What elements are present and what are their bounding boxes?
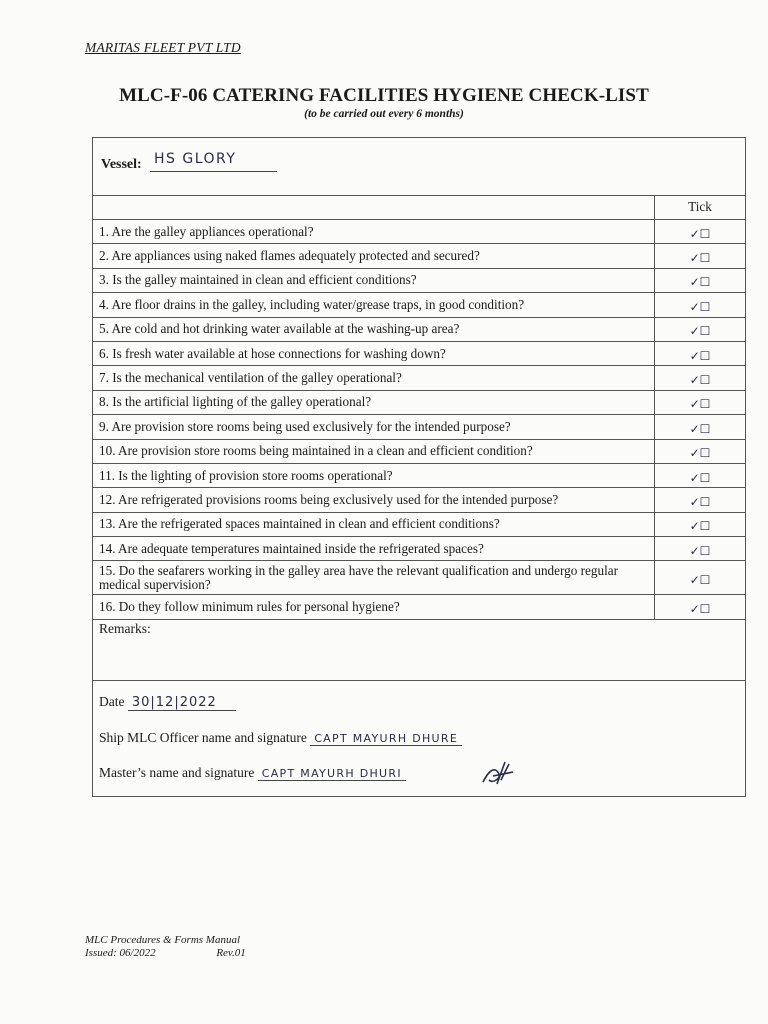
tick-cell[interactable]: [655, 244, 746, 268]
checklist-question: 6. Is fresh water available at hose connections for washing down?: [93, 341, 655, 365]
checkmark-icon: ✓☐: [689, 251, 711, 266]
footer-manual: MLC Procedures & Forms Manual: [85, 934, 241, 946]
checklist-row: [93, 366, 745, 390]
checklist-question: 11. Is the lighting of provision store rooms operational?: [93, 463, 655, 487]
checklist-question: 7. Is the mechanical ventilation of the galley operational?: [93, 366, 655, 390]
officer-label: Ship MLC Officer name and signature: [99, 730, 307, 745]
checkmark-icon: ✓☐: [689, 421, 711, 436]
checklist-question: 12. Are refrigerated provisions rooms being exclusively used for the intended purpose?: [93, 488, 655, 512]
footer: [85, 934, 246, 960]
checklist-row: [93, 268, 745, 292]
date-line: [99, 694, 236, 711]
checkmark-icon: ✓☐: [689, 519, 711, 534]
checklist-row: [93, 595, 745, 619]
checklist-form: [92, 137, 746, 797]
tick-cell[interactable]: [655, 415, 746, 439]
checklist-row: [93, 463, 745, 487]
checklist-row: [93, 317, 745, 341]
checklist-question: 2. Are appliances using naked flames adequately protected and secured?: [93, 244, 655, 268]
vessel-label: Vessel:: [101, 157, 142, 172]
master-name-field[interactable]: CAPT MAYURH DHURI: [258, 767, 406, 781]
checklist-row: [93, 537, 745, 561]
master-signature-icon: [479, 760, 519, 788]
tick-cell[interactable]: [655, 537, 746, 561]
footer-issued: Issued: 06/2022: [85, 947, 156, 959]
tick-cell[interactable]: [655, 488, 746, 512]
checklist-question: 10. Are provision store rooms being maintained in a clean and efficient condition?: [93, 439, 655, 463]
form-title: MLC-F-06 CATERING FACILITIES HYGIENE CHECK-LIST: [119, 85, 649, 106]
remarks-row: [93, 618, 745, 681]
tick-cell[interactable]: [655, 341, 746, 365]
checklist-row: [93, 512, 745, 536]
tick-cell[interactable]: [655, 268, 746, 292]
tick-cell[interactable]: [655, 293, 746, 317]
checkmark-icon: ✓☐: [689, 494, 711, 509]
checklist-row: [93, 561, 745, 595]
checklist-question: 3. Is the galley maintained in clean and efficient conditions?: [93, 268, 655, 292]
checklist-row: [93, 415, 745, 439]
tick-cell[interactable]: [655, 463, 746, 487]
tick-cell[interactable]: [655, 512, 746, 536]
officer-name-field[interactable]: CAPT MAYURH DHURE: [310, 732, 462, 746]
remarks-label: Remarks:: [99, 621, 151, 636]
checklist-header-row: [93, 195, 745, 220]
master-label: Master’s name and signature: [99, 765, 255, 780]
tick-cell[interactable]: [655, 439, 746, 463]
checkmark-icon: ✓☐: [689, 299, 711, 314]
checkmark-icon: ✓☐: [689, 275, 711, 290]
checkmark-icon: ✓☐: [689, 602, 711, 617]
checkmark-icon: ✓☐: [689, 446, 711, 461]
checklist-row: [93, 220, 745, 244]
footer-revision: Rev.01: [216, 947, 246, 959]
vessel-row: [93, 138, 745, 196]
checklist-question: 15. Do the seafarers working in the galley area have the relevant qualification and undergo regular medical supervision?: [93, 561, 655, 595]
tick-cell[interactable]: [655, 317, 746, 341]
tick-cell[interactable]: [655, 595, 746, 619]
checkmark-icon: ✓☐: [689, 348, 711, 363]
tick-cell[interactable]: [655, 220, 746, 244]
date-field[interactable]: 30|12|2022: [128, 695, 236, 711]
checklist-row: [93, 244, 745, 268]
checkmark-icon: ✓☐: [689, 226, 711, 241]
form-subtitle: (to be carried out every 6 months): [304, 108, 464, 120]
tick-column-header: Tick: [655, 195, 746, 220]
checkmark-icon: ✓☐: [689, 470, 711, 485]
checklist-question: 1. Are the galley appliances operational?: [93, 220, 655, 244]
checkmark-icon: ✓☐: [689, 397, 711, 412]
date-label: Date: [99, 694, 125, 709]
tick-cell[interactable]: [655, 366, 746, 390]
checklist-row: [93, 390, 745, 414]
checklist-row: [93, 341, 745, 365]
tick-cell[interactable]: [655, 561, 746, 595]
checklist-row: [93, 293, 745, 317]
checklist-question: 13. Are the refrigerated spaces maintained in clean and efficient conditions?: [93, 512, 655, 536]
checklist-question: 14. Are adequate temperatures maintained inside the refrigerated spaces?: [93, 537, 655, 561]
checklist-row: [93, 439, 745, 463]
master-line: [99, 765, 406, 781]
checklist-question: 5. Are cold and hot drinking water available at the washing-up area?: [93, 317, 655, 341]
tick-cell[interactable]: [655, 390, 746, 414]
vessel-field[interactable]: HS GLORY: [150, 151, 277, 172]
checkmark-icon: ✓☐: [689, 324, 711, 339]
checkmark-icon: ✓☐: [689, 373, 711, 388]
checklist-question: 8. Is the artificial lighting of the galley operational?: [93, 390, 655, 414]
checklist-question: 16. Do they follow minimum rules for personal hygiene?: [93, 595, 655, 619]
company-name: MARITAS FLEET PVT LTD: [85, 40, 241, 55]
checklist-row: [93, 488, 745, 512]
checkmark-icon: ✓☐: [689, 543, 711, 558]
checkmark-icon: ✓☐: [689, 572, 711, 587]
checklist-table: [93, 195, 745, 620]
checklist-question: 4. Are floor drains in the galley, including water/grease traps, in good condition?: [93, 293, 655, 317]
checklist-question: 9. Are provision store rooms being used exclusively for the intended purpose?: [93, 415, 655, 439]
officer-line: [99, 730, 462, 746]
question-header-cell: [93, 195, 655, 220]
